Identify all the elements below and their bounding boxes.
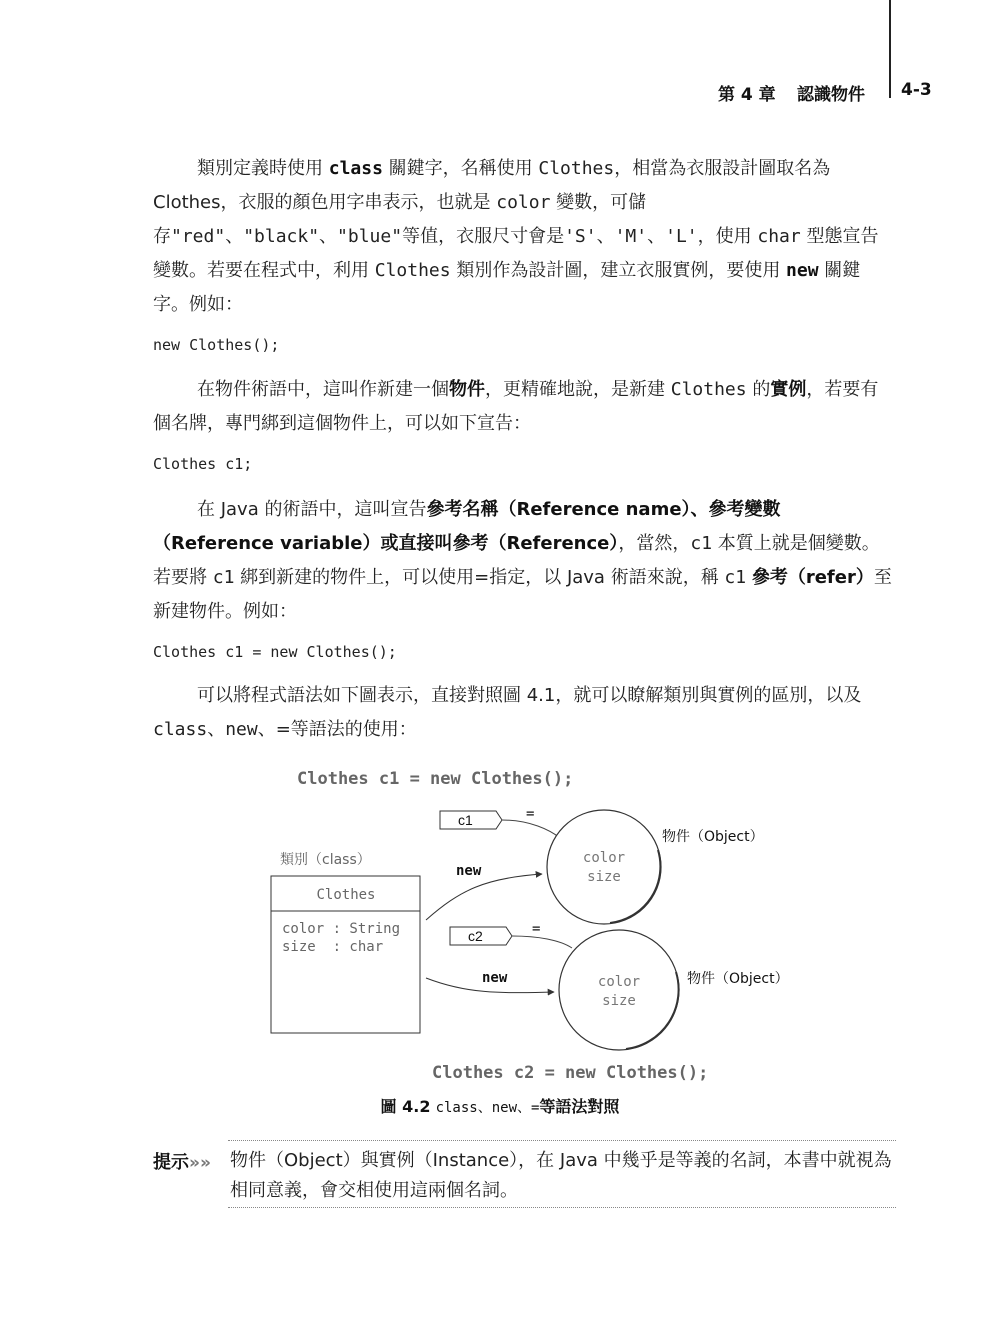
tip-text: 物件（Object）與實例（Instance），在 Java 中幾乎是等義的名詞，本書中就視為相同意義，會交相使用這兩個名詞。	[230, 1150, 892, 1201]
class-field-size: size : char	[282, 939, 384, 955]
assign-sign-2: =	[532, 921, 541, 937]
c2-link-line	[512, 936, 572, 948]
class-instance-diagram	[250, 760, 810, 1090]
code-new-clothes: new Clothes();	[153, 336, 280, 354]
tip-label: 提示»»	[153, 1152, 211, 1173]
class-box	[271, 876, 420, 1033]
code-declare-c1: Clothes c1;	[153, 455, 253, 473]
chapter-number: 第 4 章	[718, 85, 776, 105]
object-1	[547, 810, 661, 924]
class-name: Clothes	[316, 887, 376, 903]
class-label: 類別（class）	[280, 852, 371, 868]
tip-arrows-icon: »»	[189, 1153, 211, 1173]
new-label-2: new	[482, 970, 508, 986]
paragraph-2: 在物件術語中，這叫作新建一個物件，更精確地說，是新建 Clothes 的實例，若要有個名牌，專門綁到這個物件上，可以如下宣告：	[153, 379, 879, 434]
object-2-color: color	[597, 974, 641, 990]
figure-number: 圖 4.2	[380, 1097, 431, 1116]
paragraph-1: 類別定義時使用 class 關鍵字，名稱使用 Clothes，相當為衣服設計圖取名為 Clothes，衣服的顏色用字串表示，也就是 color 變數，可儲存"red"、"black"、"blue"等值，衣服尺寸會是'S'、'M'、'L'，使用 char 型態宣告變數。若要在程式中，利用 Clothes 類別作為設計圖，建立衣服實例，要使用 new 關鍵字。例如：	[153, 158, 879, 315]
assign-sign-1: =	[526, 806, 535, 822]
object-1-label: 物件（Object）	[662, 829, 764, 845]
object-2-label: 物件（Object）	[687, 971, 789, 987]
new-arrow-1	[426, 874, 542, 920]
tip-top-rule	[228, 1140, 896, 1141]
figure-caption-code: class、new、=	[435, 1100, 540, 1116]
object-2-size: size	[602, 993, 636, 1009]
class-field-color: color : String	[282, 921, 401, 937]
paragraph-3: 在 Java 的術語中，這叫宣告參考名稱（Reference name）、參考變數（Reference variable）或直接叫參考（Reference），當然，c1 本質上就是個變數。若要將 c1 綁到新建的物件上，可以使用=指定，以 Java 術語來說，稱 c1 參考（refer）至新建物件。例如：	[153, 499, 892, 622]
reference-c2	[450, 927, 512, 945]
chapter-title: 認識物件	[797, 85, 865, 105]
header-rule	[889, 0, 891, 98]
diagram-top-code: Clothes c1 = new Clothes();	[297, 769, 574, 789]
object-2	[559, 930, 679, 1050]
code-assign-c1: Clothes c1 = new Clothes();	[153, 643, 397, 661]
new-label-1: new	[456, 863, 482, 879]
object-1-size: size	[587, 869, 621, 885]
page-number: 4-3	[901, 80, 932, 100]
object-1-color: color	[582, 850, 626, 866]
paragraph-4: 可以將程式語法如下圖表示，直接對照圖 4.1，就可以瞭解類別與實例的區別，以及 class、new、=等語法的使用：	[153, 685, 862, 740]
svg-text:c2: c2	[468, 928, 483, 944]
reference-c1	[440, 811, 502, 829]
tip-bottom-rule	[228, 1207, 896, 1208]
c1-link-line	[502, 820, 560, 838]
diagram-bottom-code: Clothes c2 = new Clothes();	[432, 1063, 709, 1083]
svg-text:c1: c1	[458, 812, 473, 828]
figure-caption	[0, 1094, 1000, 1117]
figure-caption-text: 等語法對照	[539, 1097, 620, 1116]
